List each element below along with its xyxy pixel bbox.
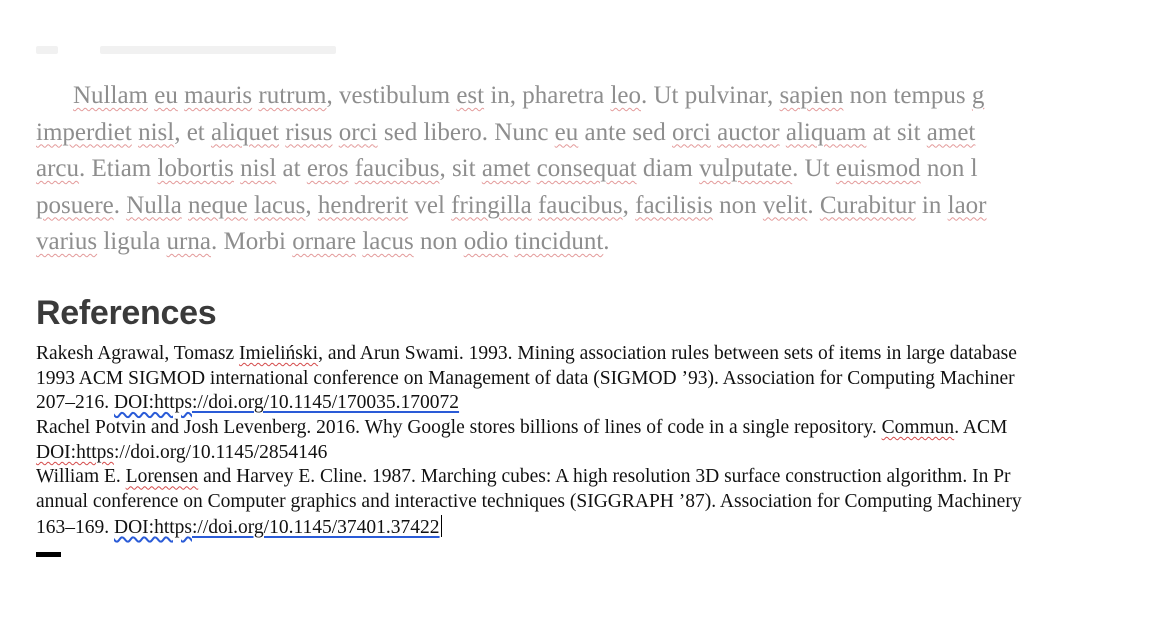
text-run: . ACM [954, 417, 1008, 439]
references-list[interactable] [36, 342, 1160, 540]
text-run: , et [174, 118, 211, 146]
text-run: . Ut pulvinar, [640, 82, 780, 109]
text-run: ante sed [578, 118, 672, 146]
misspelled-word[interactable]: nisl [138, 118, 175, 146]
misspelled-word[interactable]: neque [188, 191, 248, 219]
misspelled-word[interactable]: aliquet [210, 118, 280, 146]
misspelled-word[interactable]: imperdiet [36, 118, 132, 146]
text-run: ://doi.org/10.1145/2854146 [114, 441, 328, 463]
text-run: non tempus [843, 82, 972, 109]
misspelled-word[interactable]: fringilla [451, 191, 532, 219]
doi-link[interactable]: ://doi.org/10.1145/37401.37422 [192, 516, 440, 538]
end-of-document-marker [36, 552, 61, 557]
misspelled-word[interactable]: posuere [36, 191, 114, 219]
text-run: 207–216. [36, 392, 114, 414]
reference-line [36, 441, 1160, 466]
misspelled-word[interactable]: odio [463, 228, 509, 255]
misspelled-word[interactable]: leo [610, 82, 641, 109]
misspelled-word[interactable]: lobortis [157, 155, 234, 182]
references-heading: References [36, 294, 217, 332]
text-run: non [712, 191, 763, 219]
misspelled-word[interactable]: Imieliński [238, 343, 319, 364]
misspelled-word[interactable]: nisl [240, 155, 277, 182]
misspelled-word[interactable]: ornare [292, 228, 357, 255]
text-run: William E. [36, 466, 126, 488]
text-run: in, pharetra [484, 82, 611, 109]
misspelled-word[interactable]: Curabitur [819, 191, 916, 219]
misspelled-word[interactable]: eu [154, 82, 178, 109]
misspelled-word[interactable]: Lorensen [125, 466, 199, 488]
body-line [36, 78, 1160, 115]
text-cursor [441, 515, 443, 537]
misspelled-word[interactable]: hendrerit [317, 191, 409, 219]
text-run: Rakesh Agrawal, Tomasz [36, 343, 239, 364]
misspelled-word[interactable]: vulputate [699, 155, 793, 182]
doi-link[interactable]: DOI:https [114, 392, 192, 414]
misspelled-word[interactable]: eu [554, 118, 579, 146]
text-run: non l [920, 155, 978, 182]
text-run: , vestibulum [326, 82, 457, 109]
misspelled-word[interactable]: mauris [184, 82, 253, 109]
text-run: at sit [866, 118, 927, 146]
reference-line [36, 391, 1160, 416]
doi-link[interactable]: DOI:https [114, 516, 192, 538]
misspelled-word[interactable]: faucibus [354, 155, 440, 182]
misspelled-word[interactable]: sapien [779, 82, 844, 109]
text-run: . [807, 191, 820, 219]
misspelled-word[interactable]: urna [166, 228, 211, 255]
misspelled-word[interactable]: DOI:https [36, 441, 114, 463]
text-run: , [305, 191, 318, 219]
misspelled-word[interactable]: varius [36, 228, 98, 255]
body-line [36, 151, 1160, 188]
misspelled-word[interactable]: faucibus [537, 191, 623, 219]
text-run: in [915, 191, 948, 219]
misspelled-word[interactable]: auctor [717, 118, 780, 146]
reference-line [36, 490, 1160, 515]
text-run: . [113, 191, 127, 219]
body-line [36, 188, 1160, 225]
misspelled-word[interactable]: euismod [835, 155, 921, 182]
misspelled-word[interactable]: Nullam [73, 82, 148, 109]
text-run: vel [408, 191, 452, 219]
misspelled-word[interactable]: laor [947, 191, 987, 219]
text-run: ligula [97, 228, 167, 255]
misspelled-word[interactable]: facilisis [635, 191, 713, 219]
reference-line [36, 515, 1160, 540]
text-run: 163–169. [36, 516, 114, 538]
body-line [36, 115, 1160, 152]
text-run: diam [636, 155, 700, 182]
misspelled-word[interactable]: arcu [36, 155, 80, 182]
doi-link[interactable]: ://doi.org/10.1145/170035.170072 [192, 392, 460, 414]
misspelled-word[interactable]: velit [762, 191, 808, 219]
misspelled-word[interactable]: Nulla [126, 191, 182, 219]
text-run: Rachel Potvin and Josh Levenberg. 2016. Why Google stores billions of lines of code in a single repository. [36, 417, 882, 439]
misspelled-word[interactable]: amet [926, 118, 976, 146]
reference-line [36, 465, 1160, 490]
body-line [36, 224, 1160, 261]
misspelled-word[interactable]: risus [285, 118, 333, 146]
text-run: . [603, 228, 610, 255]
misspelled-word[interactable]: consequat [536, 155, 637, 182]
text-run: sed libero. Nunc [377, 118, 555, 146]
reference-line [36, 367, 1160, 392]
reference-line [36, 416, 1160, 441]
text-run: , sit [439, 155, 482, 182]
misspelled-word[interactable]: orci [672, 118, 711, 146]
reference-line [36, 342, 1160, 367]
text-run: at [276, 155, 307, 182]
text-run: , [622, 191, 636, 219]
misspelled-word[interactable]: tincidunt [514, 228, 604, 255]
misspelled-word[interactable]: lacus [362, 228, 414, 255]
misspelled-word[interactable]: aliquam [785, 118, 867, 146]
misspelled-word[interactable]: eros [306, 155, 349, 182]
text-run: 1993 ACM SIGMOD international conference on Management of data (SIGMOD ’93). Association for Computing Machiner [36, 367, 1015, 389]
misspelled-word[interactable]: g [971, 82, 985, 109]
text-run: and Harvey E. Cline. 1987. Marching cubes: A high resolution 3D surface construction algorithm. In Pr [198, 466, 1011, 488]
misspelled-word[interactable]: rutrum [258, 82, 327, 109]
text-run: . Ut [792, 155, 836, 182]
faded-heading-remnant [36, 30, 336, 56]
misspelled-word[interactable]: orci [338, 118, 378, 146]
text-run: annual conference on Computer graphics and interactive techniques (SIGGRAPH ’87). Association for Computing Machinery [36, 491, 1022, 513]
text-run: , and Arun Swami. 1993. Mining association rules between sets of items in large database [318, 343, 1017, 364]
text-run: non [413, 228, 464, 255]
text-run: . Etiam [79, 155, 158, 182]
misspelled-word[interactable]: lacus [254, 191, 306, 219]
text-run: . Morbi [210, 228, 293, 255]
misspelled-word[interactable]: Commun [881, 417, 955, 439]
misspelled-word[interactable]: est [456, 82, 485, 109]
misspelled-word[interactable]: amet [481, 155, 531, 182]
body-paragraph[interactable] [36, 78, 1160, 261]
